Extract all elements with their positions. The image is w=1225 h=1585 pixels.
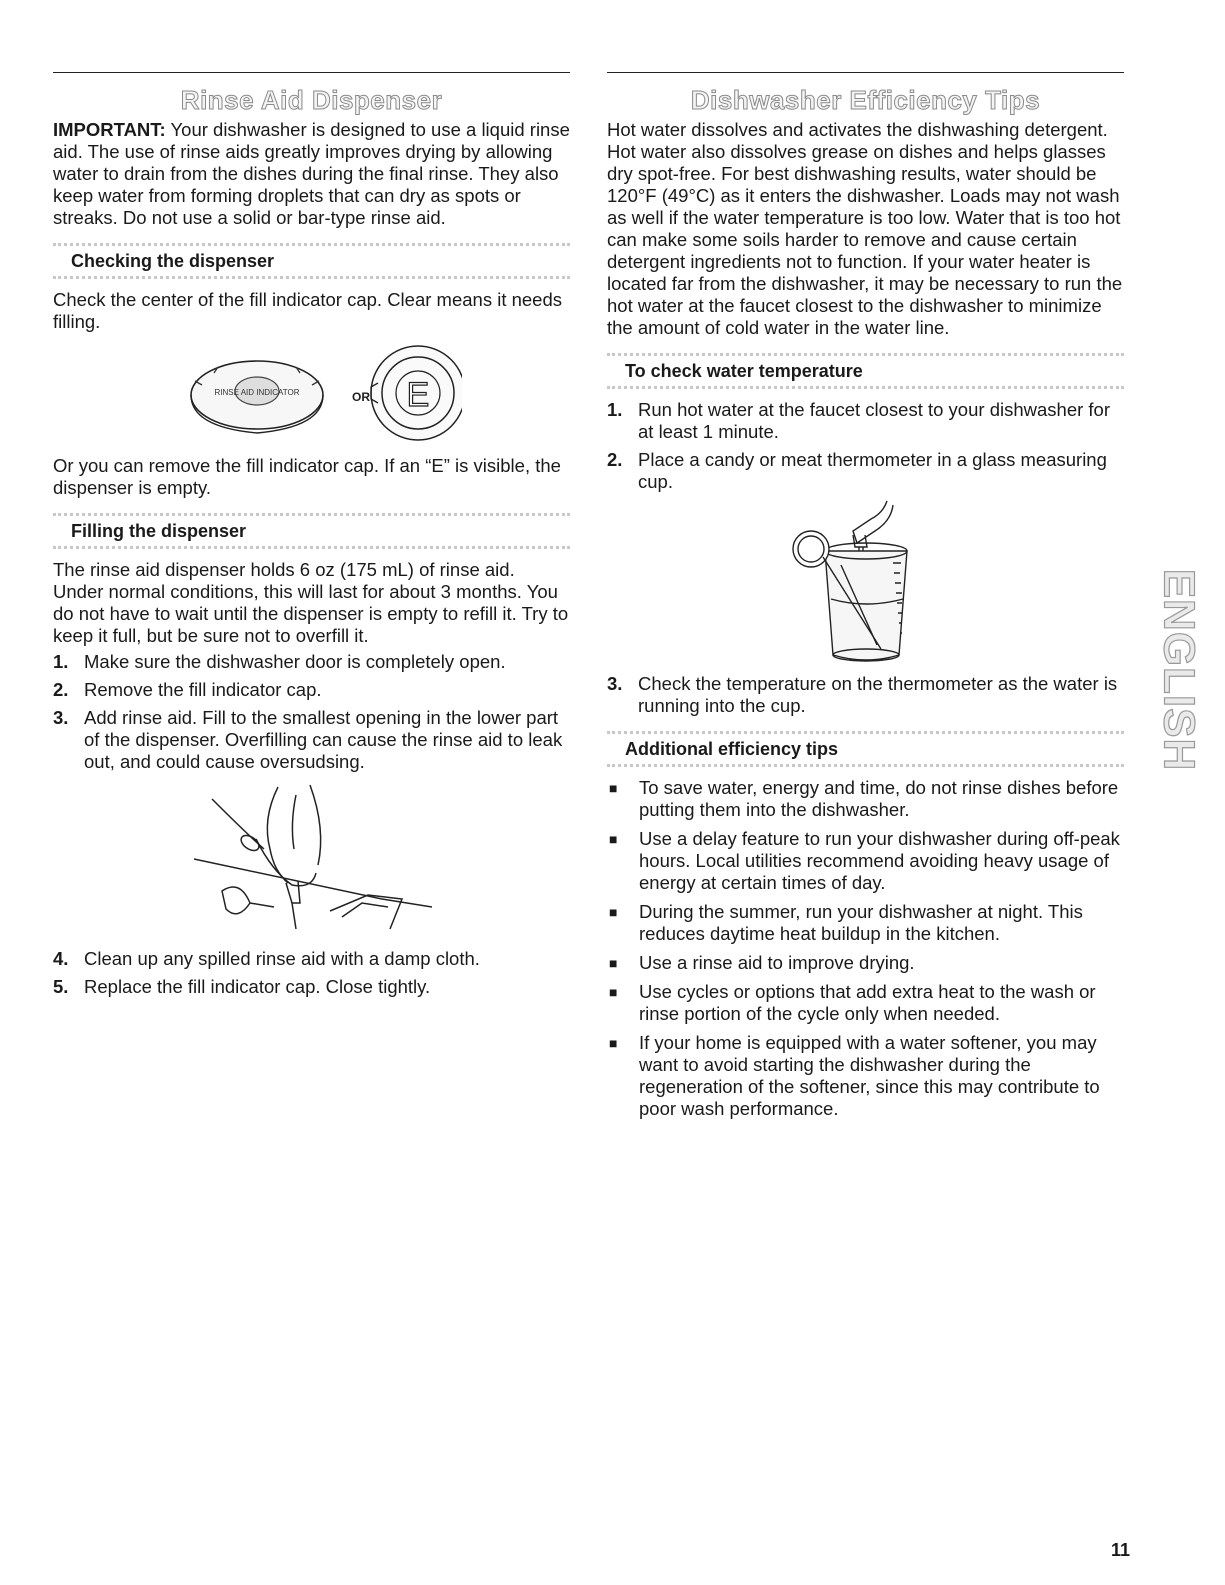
temp-heading: To check water temperature xyxy=(607,353,1124,389)
list-item: 5. Replace the fill indicator cap. Close tightly. xyxy=(53,976,431,997)
filling-text: The rinse aid dispenser holds 6 oz (175 mL) of rinse aid. Under normal conditions, this will last for about 3 months. You do not have to wait until the dispenser is empty to refill it. Try to keep it full, but be sure not to overfill it. xyxy=(53,559,569,646)
language-side-tab: ENGLISH xyxy=(1154,568,1204,772)
list-item: ■ Use a delay feature to run your dishwasher during off-peak hours. Local utilities recommend avoiding heavy usage of energy at certain times of day. xyxy=(609,828,1120,893)
filling-rinse-aid-figure xyxy=(192,779,432,944)
list-item: 1. Make sure the dishwasher door is completely open. xyxy=(53,651,506,672)
tips-heading: Additional efficiency tips xyxy=(607,731,1124,767)
filling-heading: Filling the dispenser xyxy=(53,513,570,549)
list-item: 3. Check the temperature on the thermometer as the water is running into the cup. xyxy=(607,673,1118,716)
hand-bottle-illustration xyxy=(194,785,432,929)
list-item: ■ If your home is equipped with a water softener, you may want to avoid starting the dishwasher during the regeneration of the softener, since this may contribute to poor wash performance. xyxy=(609,1032,1100,1119)
e-symbol: E xyxy=(406,376,429,414)
efficiency-tips-list xyxy=(607,777,1124,1120)
list-item: 1. Run hot water at the faucet closest to your dishwasher for at least 1 minute. xyxy=(607,399,1110,442)
list-item: 3. Add rinse aid. Fill to the smallest opening in the lower part of the dispenser. Overfilling can cause the rinse aid to leak out, and could cause oversudsing. xyxy=(53,707,563,772)
list-item: ■ Use cycles or options that add extra heat to the wash or rinse portion of the cycle only when needed. xyxy=(609,981,1096,1024)
section-rule xyxy=(53,72,570,73)
list-item: ■ To save water, energy and time, do not rinse dishes before putting them into the dishwasher. xyxy=(609,777,1119,820)
list-item: ■ During the summer, run your dishwasher at night. This reduces daytime heat buildup in the kitchen. xyxy=(609,901,1083,944)
important-paragraph xyxy=(53,119,570,229)
bullet-icon: ■ xyxy=(609,1035,618,1051)
checking-text: Check the center of the fill indicator cap. Clear means it needs filling. xyxy=(53,289,563,332)
list-item: 2. Place a candy or meat thermometer in a glass measuring cup. xyxy=(607,449,1107,492)
list-item: 2. Remove the fill indicator cap. xyxy=(53,679,322,700)
bullet-icon: ■ xyxy=(609,904,618,920)
hot-water-intro: Hot water dissolves and activates the dishwashing detergent. Hot water also dissolves grease on dishes and helps glasses dry spot-free. For best dishwashing results, water should be 120°F (49°C) as it enters the dishwasher. Loads may not wash as well if the water temperature is too low. Water that is too hot can make some soils harder to remove and cause certain detergent ingredients not to function. If your water heater is located far from the dishwasher, it may be necessary to run the hot water at the faucet closest to the dishwasher to minimize the amount of cold water in the water line. xyxy=(607,119,1123,338)
faucet-cup-illustration xyxy=(793,501,907,661)
remove-cap-text: Or you can remove the fill indicator cap. If an “E” is visible, the dispenser is empty. xyxy=(53,455,561,498)
bullet-icon: ■ xyxy=(609,780,618,796)
filling-steps xyxy=(53,651,570,773)
important-text: Your dishwasher is designed to use a liquid rinse aid. The use of rinse aids greatly improves drying by allowing water to drain from the dishes during the final rinse. They also keep water from forming droplets that can dry as spots or streaks. Do not use a solid or bar-type rinse aid. xyxy=(53,119,570,228)
temperature-steps-continued xyxy=(607,673,1124,717)
rinse-aid-title: Rinse Aid Dispenser xyxy=(180,85,443,115)
filling-steps-continued xyxy=(53,948,570,998)
list-item: ■ Use a rinse aid to improve drying. xyxy=(609,952,915,973)
checking-heading: Checking the dispenser xyxy=(53,243,570,279)
efficiency-tips-column xyxy=(607,72,1124,1127)
cap-label: RINSE AID INDICATOR xyxy=(213,388,300,397)
temperature-steps xyxy=(607,399,1124,493)
or-label: OR xyxy=(351,390,370,404)
bullet-icon: ■ xyxy=(609,831,618,847)
e-indicator-illustration xyxy=(371,346,462,440)
list-item: 4. Clean up any spilled rinse aid with a damp cloth. xyxy=(53,948,480,969)
fill-indicator-cap-figure xyxy=(162,333,462,455)
indicator-cap-illustration xyxy=(191,361,323,433)
rinse-aid-column xyxy=(53,72,570,1004)
efficiency-tips-title: Dishwasher Efficiency Tips xyxy=(690,85,1041,115)
bullet-icon: ■ xyxy=(609,984,618,1000)
page-number: 11 xyxy=(1110,1540,1130,1560)
important-label: IMPORTANT: xyxy=(53,119,166,140)
thermometer-cup-figure xyxy=(791,499,941,669)
section-rule xyxy=(607,72,1124,73)
bullet-icon: ■ xyxy=(609,955,618,971)
